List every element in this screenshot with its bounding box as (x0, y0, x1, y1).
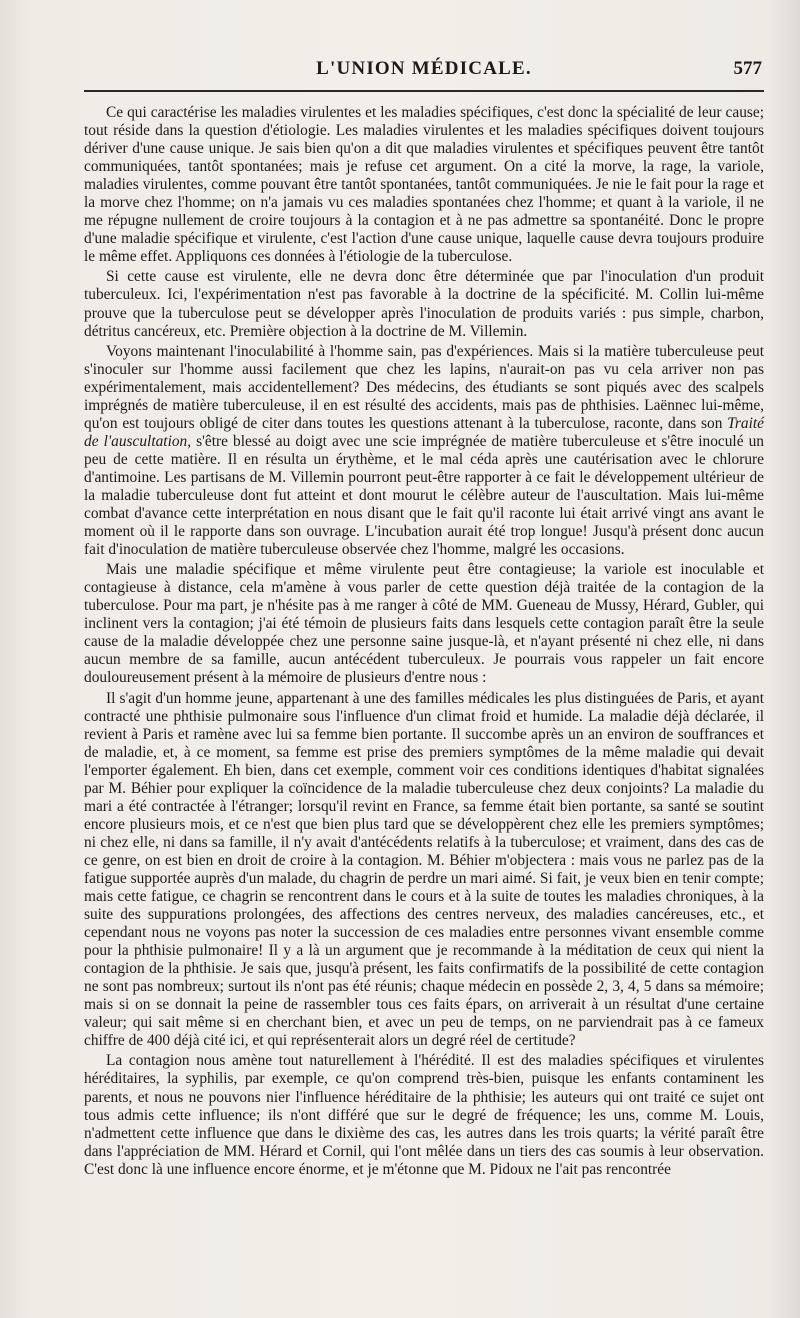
paragraph: Il s'agit d'un homme jeune, appartenant à une des familles médicales les plus distinguées de Paris, et ayant contracté une phthisie pulmonaire sous l'influence d'un climat froid et humide. La maladie déjà déclarée, il revient à Paris et ramène avec lui sa femme bien portante. Il succombe après un an environ de souffrances et de maladie, et, à ce moment, sa femme est prise des premiers symptômes de la même maladie qui devait l'emporter également. Eh bien, dans cet exemple, comment voir ces conditions identiques d'habitat signalées par M. Béhier pour expliquer la coïncidence de la maladie tuberculeuse chez deux conjoints? La maladie du mari a été contractée à l'étranger; lorsqu'il revint en France, sa femme était bien portante, sa santé se soutint encore plusieurs mois, et ce n'est que bien plus tard que se développèrent chez elle les premiers symptômes; ni chez elle, ni dans sa famille, il n'y avait d'antécédents relatifs à la tuberculose; et vraiment, dans des cas de ce genre, on est bien en droit de croire à la contagion. M. Béhier m'objectera : mais vous ne parlez pas de la fatigue supportée auprès d'un malade, du chagrin de perdre un mari aimé. Si fait, je veux bien en tenir compte; mais cette fatigue, ce chagrin se rencontrent dans le cours et à la suite de toutes les maladies chroniques, à la suite des suppurations prolongées, des affections des centres nerveux, des maladies cancéreuses, etc., et cependant nous ne voyons pas noter la succession de ces maladies entre personnes vivant ensemble comme pour la phthisie pulmonaire! Il y a là un argument que je recommande à la méditation de ceux qui nient la contagion de la phthisie. Je sais que, jusqu'à présent, les faits confirmatifs de la possibilité de cette contagion ne sont pas nombreux; surtout ils n'ont pas été réunis; chaque médecin en possède 2, 3, 4, 5 dans sa mémoire; mais si on se donnait la peine de rassembler tous ces faits épars, on arriverait à un résultat d'une certaine valeur; qui sait même si en cherchant bien, et avec un peu de temps, on ne parviendrait pas à ce fameux chiffre de 400 déjà cité ici, et qui représenterait alors un degré réel de certitude? (84, 689, 764, 1050)
paragraph: Si cette cause est virulente, elle ne devra donc être déterminée que par l'inoculation d'un produit tuberculeux. Ici, l'expérimentation n'est pas favorable à la doctrine de la spécificité. M. Collin lui-même prouve que la tuberculose peut se développer après l'inoculation de produits variés : pus simple, charbon, détritus cancéreux, etc. Première objection à la doctrine de M. Villemin. (84, 268, 764, 340)
header-rule (84, 90, 764, 92)
paragraph: Ce qui caractérise les maladies virulentes et les maladies spécifiques, c'est donc la spécialité de leur cause; tout réside dans la question d'étiologie. Les maladies virulentes et les maladies spécifiques doivent toujours dériver d'une cause unique. Je sais bien qu'on a dit que maladies virulentes et spécifiques peuvent être tantôt communiquées, tantôt spontanées; mais je refuse cet argument. On a cité la morve, la rage, la variole, maladies virulentes, comme pouvant être tantôt spontanées, tantôt communiquées. Je nie le fait pour la rage et la morve chez l'homme; on n'a jamais vu ces maladies spontanées chez l'homme; et quant à la variole, il ne me répugne nullement de croire toujours à la contagion et à ne pas admettre sa spontanéité. Donc le propre d'une maladie spécifique et virulente, c'est l'action d'une cause unique, laquelle cause devra toujours produire le même effet. Appliquons ces données à l'étiologie de la tuberculose. (84, 104, 764, 266)
page-number: 577 (733, 58, 762, 79)
paragraph: Mais une maladie spécifique et même virulente peut être contagieuse; la variole est inoculable et contagieuse à distance, cela m'amène à vous parler de cette question déjà traitée de la contagion de la tuberculose. Pour ma part, je n'hésite pas à me ranger à côté de MM. Gueneau de Mussy, Hérard, Gubler, qui inclinent vers la contagion; j'ai été témoin de plusieurs faits dans lesquels cette contagion paraît être la seule cause de la maladie développée chez une personne saine jusque-là, et n'ayant présenté ni chez elle, ni dans aucun membre de sa famille, aucun antécédent tuberculeux. Je pourrais vous rappeler un fait encore douloureusement présent à la mémoire de plusieurs d'entre nous : (84, 561, 764, 687)
article-body (84, 104, 764, 1179)
paragraph-text: Voyons maintenant l'inoculabilité à l'homme sain, pas d'expériences. Mais si la matière tuberculeuse peut s'inoculer sur l'homme aussi facilement que chez les lapins, n'aurait-on pas vu cela arriver non pas expérimentalement, mais accidentellement? Des médecins, des étudiants se sont piqués avec des scalpels imprégnés de matière tuberculeuse, il en est résulté des accidents, mais pas de phthisies. Laënnec lui-même, qu'on est toujours obligé de citer dans toutes les questions attenant à la tuberculose, raconte, dans son (84, 342, 764, 432)
paragraph: La contagion nous amène tout naturellement à l'hérédité. Il est des maladies spécifiques et virulentes héréditaires, la syphilis, par exemple, ce qu'on comprend très-bien, puisque les enfants contaminent les parents, et nous ne pouvons nier l'influence héréditaire de la phthisie; les auteurs qui ont traité ce sujet ont tous admis cette influence; ils n'ont différé que sur le degré de fréquence; les uns, comme M. Louis, n'admettent cette influence que dans le dixième des cas, les autres dans les trois quarts; la vérité paraît être dans l'appréciation de MM. Hérard et Cornil, qui l'ont mêlée dans un tiers des cas soumis à leur observation. C'est donc là une influence encore énorme, et je m'étonne que M. Pidoux ne l'ait pas rencontrée (84, 1052, 764, 1178)
book-title: Traité de l'auscultation (84, 414, 764, 450)
page-header (84, 58, 764, 86)
running-title: L'UNION MÉDICALE. (316, 58, 532, 79)
paragraph (84, 343, 764, 560)
paragraph-text: , s'être blessé au doigt avec une scie imprégnée de matière tuberculeuse et s'être inoculé un peu de cette matière. Il en résulta un érythème, et le mal céda après une cautérisation avec le chlorure d'antimoine. Les partisans de M. Villemin pourront peut-être rapporter à ce fait le développement ultérieur de la maladie tuberculeuse dont fut atteint et dont mourut le célèbre auteur de l'auscultation. Mais lui-même combat d'avance cette interprétation en nous disant que le fait qu'il raconte lui était arrivé vingt ans avant le moment où il le rapporte dans son ouvrage. L'incubation aurait été trop longue! Jusqu'à présent donc aucun fait d'inoculation de matière tuberculeuse observée chez l'homme, malgré les occasions. (84, 432, 764, 559)
